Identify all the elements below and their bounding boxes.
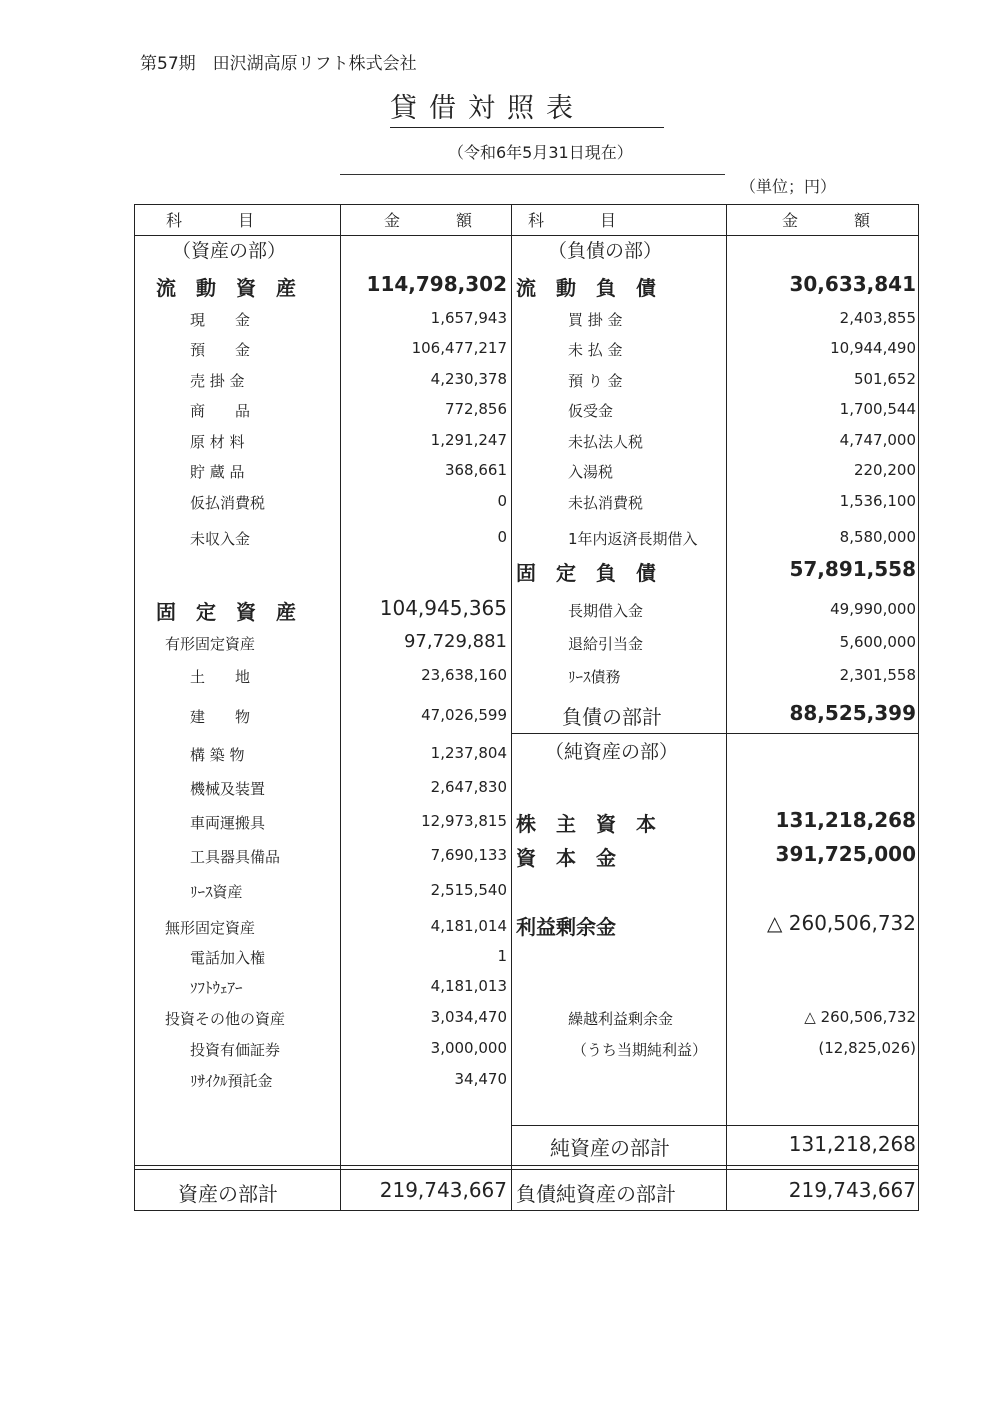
asset-item-value: 1 xyxy=(497,947,507,965)
liability-item-value: 220,200 xyxy=(853,461,916,479)
asset-item-value: 0 xyxy=(497,492,507,510)
asset-item-label: 建 物 xyxy=(190,708,251,726)
asset-item-label: 原 材 料 xyxy=(190,433,245,451)
totals-divider xyxy=(134,1169,919,1170)
header-item-left: 科 目 xyxy=(166,211,263,230)
liability-item-label: 未払法人税 xyxy=(568,433,644,451)
liability-item-label: 退給引当金 xyxy=(568,635,644,653)
investment-assets-label: 投資その他の資産 xyxy=(165,1010,286,1028)
asset-item-label: 商 品 xyxy=(190,402,251,420)
investment-assets-total: 3,034,470 xyxy=(430,1008,507,1026)
asset-item-label: 機械及装置 xyxy=(190,780,266,798)
asset-item-value: 772,856 xyxy=(444,400,507,418)
asset-item-value: 23,638,160 xyxy=(421,666,507,684)
asset-item-value: 368,661 xyxy=(444,461,507,479)
header-amount-right: 金 額 xyxy=(782,211,879,230)
asset-item-value: 12,973,815 xyxy=(421,812,507,830)
liability-item-value: 5,600,000 xyxy=(839,633,916,651)
asset-item-value: 34,470 xyxy=(454,1070,507,1088)
date-underline xyxy=(340,174,725,175)
asset-item-label: 構 築 物 xyxy=(190,746,245,764)
liability-item-value: 2,301,558 xyxy=(839,666,916,684)
asset-item-value: 2,515,540 xyxy=(430,881,507,899)
unit-label: （単位；円） xyxy=(740,177,837,196)
asset-item-value: 47,026,599 xyxy=(421,706,507,724)
liability-item-value: 2,403,855 xyxy=(839,309,916,327)
column-divider xyxy=(511,204,512,1211)
liabilities-total-label: 負債の部計 xyxy=(562,705,662,729)
liability-item-value: 1,700,544 xyxy=(839,400,916,418)
asset-item-label: 電話加入権 xyxy=(190,949,266,967)
asset-item-value: 0 xyxy=(497,528,507,546)
asset-item-value: 7,690,133 xyxy=(430,846,507,864)
current-liabilities-total: 30,633,841 xyxy=(789,272,916,296)
liability-item-label: 未払消費税 xyxy=(568,494,644,512)
net-assets-total-value: 131,218,268 xyxy=(788,1132,916,1156)
intangible-assets-label: 無形固定資産 xyxy=(165,919,256,937)
asset-item-value: 106,477,217 xyxy=(411,339,507,357)
liabilities-section-title: （負債の部） xyxy=(548,240,663,262)
totals-divider xyxy=(134,1165,919,1166)
asset-item-label: 投資有価証券 xyxy=(190,1041,281,1059)
net-total-divider xyxy=(511,1125,919,1126)
retained-earnings-label: 利益剰余金 xyxy=(516,915,616,939)
asset-item-value: 2,647,830 xyxy=(430,778,507,796)
current-profit-label: （うち当期純利益） xyxy=(572,1041,708,1059)
assets-section-title: （資産の部） xyxy=(172,240,287,262)
liability-item-label: 入湯税 xyxy=(568,463,614,481)
assets-total-label: 資産の部計 xyxy=(178,1182,278,1206)
equity-label: 株主資本 xyxy=(516,812,676,836)
liability-item-label: 仮受金 xyxy=(568,402,614,420)
fixed-liabilities-total: 57,891,558 xyxy=(789,557,916,581)
net-assets-total-label: 純資産の部計 xyxy=(550,1136,670,1160)
asset-item-label: ﾘｻｲｸﾙ預託金 xyxy=(190,1072,273,1090)
fixed-assets-total: 104,945,365 xyxy=(379,596,507,620)
carried-earnings-value: △ 260,506,732 xyxy=(804,1008,916,1026)
liability-item-label: 預 り 金 xyxy=(568,372,623,390)
liabilities-total-value: 88,525,399 xyxy=(789,701,916,725)
liability-item-label: 1年内返済長期借入 xyxy=(568,530,698,548)
asset-item-label: 工具器具備品 xyxy=(190,848,281,866)
fixed-liabilities-label: 固定負債 xyxy=(516,561,676,585)
liability-item-value: 49,990,000 xyxy=(830,600,916,618)
carried-earnings-label: 繰越利益剰余金 xyxy=(568,1010,674,1028)
capital-value: 391,725,000 xyxy=(775,842,916,866)
liability-item-value: 1,536,100 xyxy=(839,492,916,510)
asset-item-value: 4,230,378 xyxy=(430,370,507,388)
grand-total-value: 219,743,667 xyxy=(788,1178,916,1202)
liability-item-value: 8,580,000 xyxy=(839,528,916,546)
asset-item-value: 1,291,247 xyxy=(430,431,507,449)
asset-item-value: 1,657,943 xyxy=(430,309,507,327)
asset-item-label: 現 金 xyxy=(190,311,251,329)
asset-item-label: 預 金 xyxy=(190,341,251,359)
current-profit-value: (12,825,026) xyxy=(818,1039,916,1057)
tangible-assets-label: 有形固定資産 xyxy=(165,635,256,653)
equity-value: 131,218,268 xyxy=(775,808,916,832)
document-title: 貸借対照表 xyxy=(390,86,664,128)
asset-item-label: 売 掛 金 xyxy=(190,372,245,390)
intangible-assets-total: 4,181,014 xyxy=(430,917,507,935)
asset-item-value: 3,000,000 xyxy=(430,1039,507,1057)
fixed-assets-label: 固定資産 xyxy=(156,600,316,624)
net-assets-section-title: （純資産の部） xyxy=(545,741,679,763)
asset-item-label: 車両運搬具 xyxy=(190,814,266,832)
net-assets-divider xyxy=(511,733,919,734)
capital-label: 資本金 xyxy=(516,846,636,870)
liability-item-value: 10,944,490 xyxy=(830,339,916,357)
asset-item-label: 仮払消費税 xyxy=(190,494,266,512)
liability-item-label: ﾘｰｽ債務 xyxy=(568,668,621,686)
retained-earnings-value: △ 260,506,732 xyxy=(767,911,916,935)
asset-item-value: 1,237,804 xyxy=(430,744,507,762)
asset-item-label: ﾘｰｽ資産 xyxy=(190,883,243,901)
header-item-right: 科 目 xyxy=(528,211,625,230)
asset-item-label: 未収入金 xyxy=(190,530,251,548)
liability-item-value: 501,652 xyxy=(853,370,916,388)
asset-item-value: 4,181,013 xyxy=(430,977,507,995)
current-assets-label: 流動資産 xyxy=(156,276,316,300)
asset-item-label: 貯 蔵 品 xyxy=(190,463,245,481)
liability-item-label: 未 払 金 xyxy=(568,341,623,359)
company-header: 第57期 田沢湖高原リフト株式会社 xyxy=(140,54,417,74)
report-date: （令和6年5月31日現在） xyxy=(448,143,633,162)
asset-item-label: 土 地 xyxy=(190,668,251,686)
tangible-assets-total: 97,729,881 xyxy=(403,631,507,652)
current-assets-total: 114,798,302 xyxy=(366,272,507,296)
header-amount-left: 金 額 xyxy=(384,211,481,230)
liability-item-label: 買 掛 金 xyxy=(568,311,623,329)
asset-item-label: ｿﾌﾄｳｪｱｰ xyxy=(190,979,243,997)
current-liabilities-label: 流動負債 xyxy=(516,276,676,300)
liability-item-value: 4,747,000 xyxy=(839,431,916,449)
assets-total-value: 219,743,667 xyxy=(379,1178,507,1202)
liability-item-label: 長期借入金 xyxy=(568,602,644,620)
grand-total-label: 負債純資産の部計 xyxy=(516,1182,676,1206)
